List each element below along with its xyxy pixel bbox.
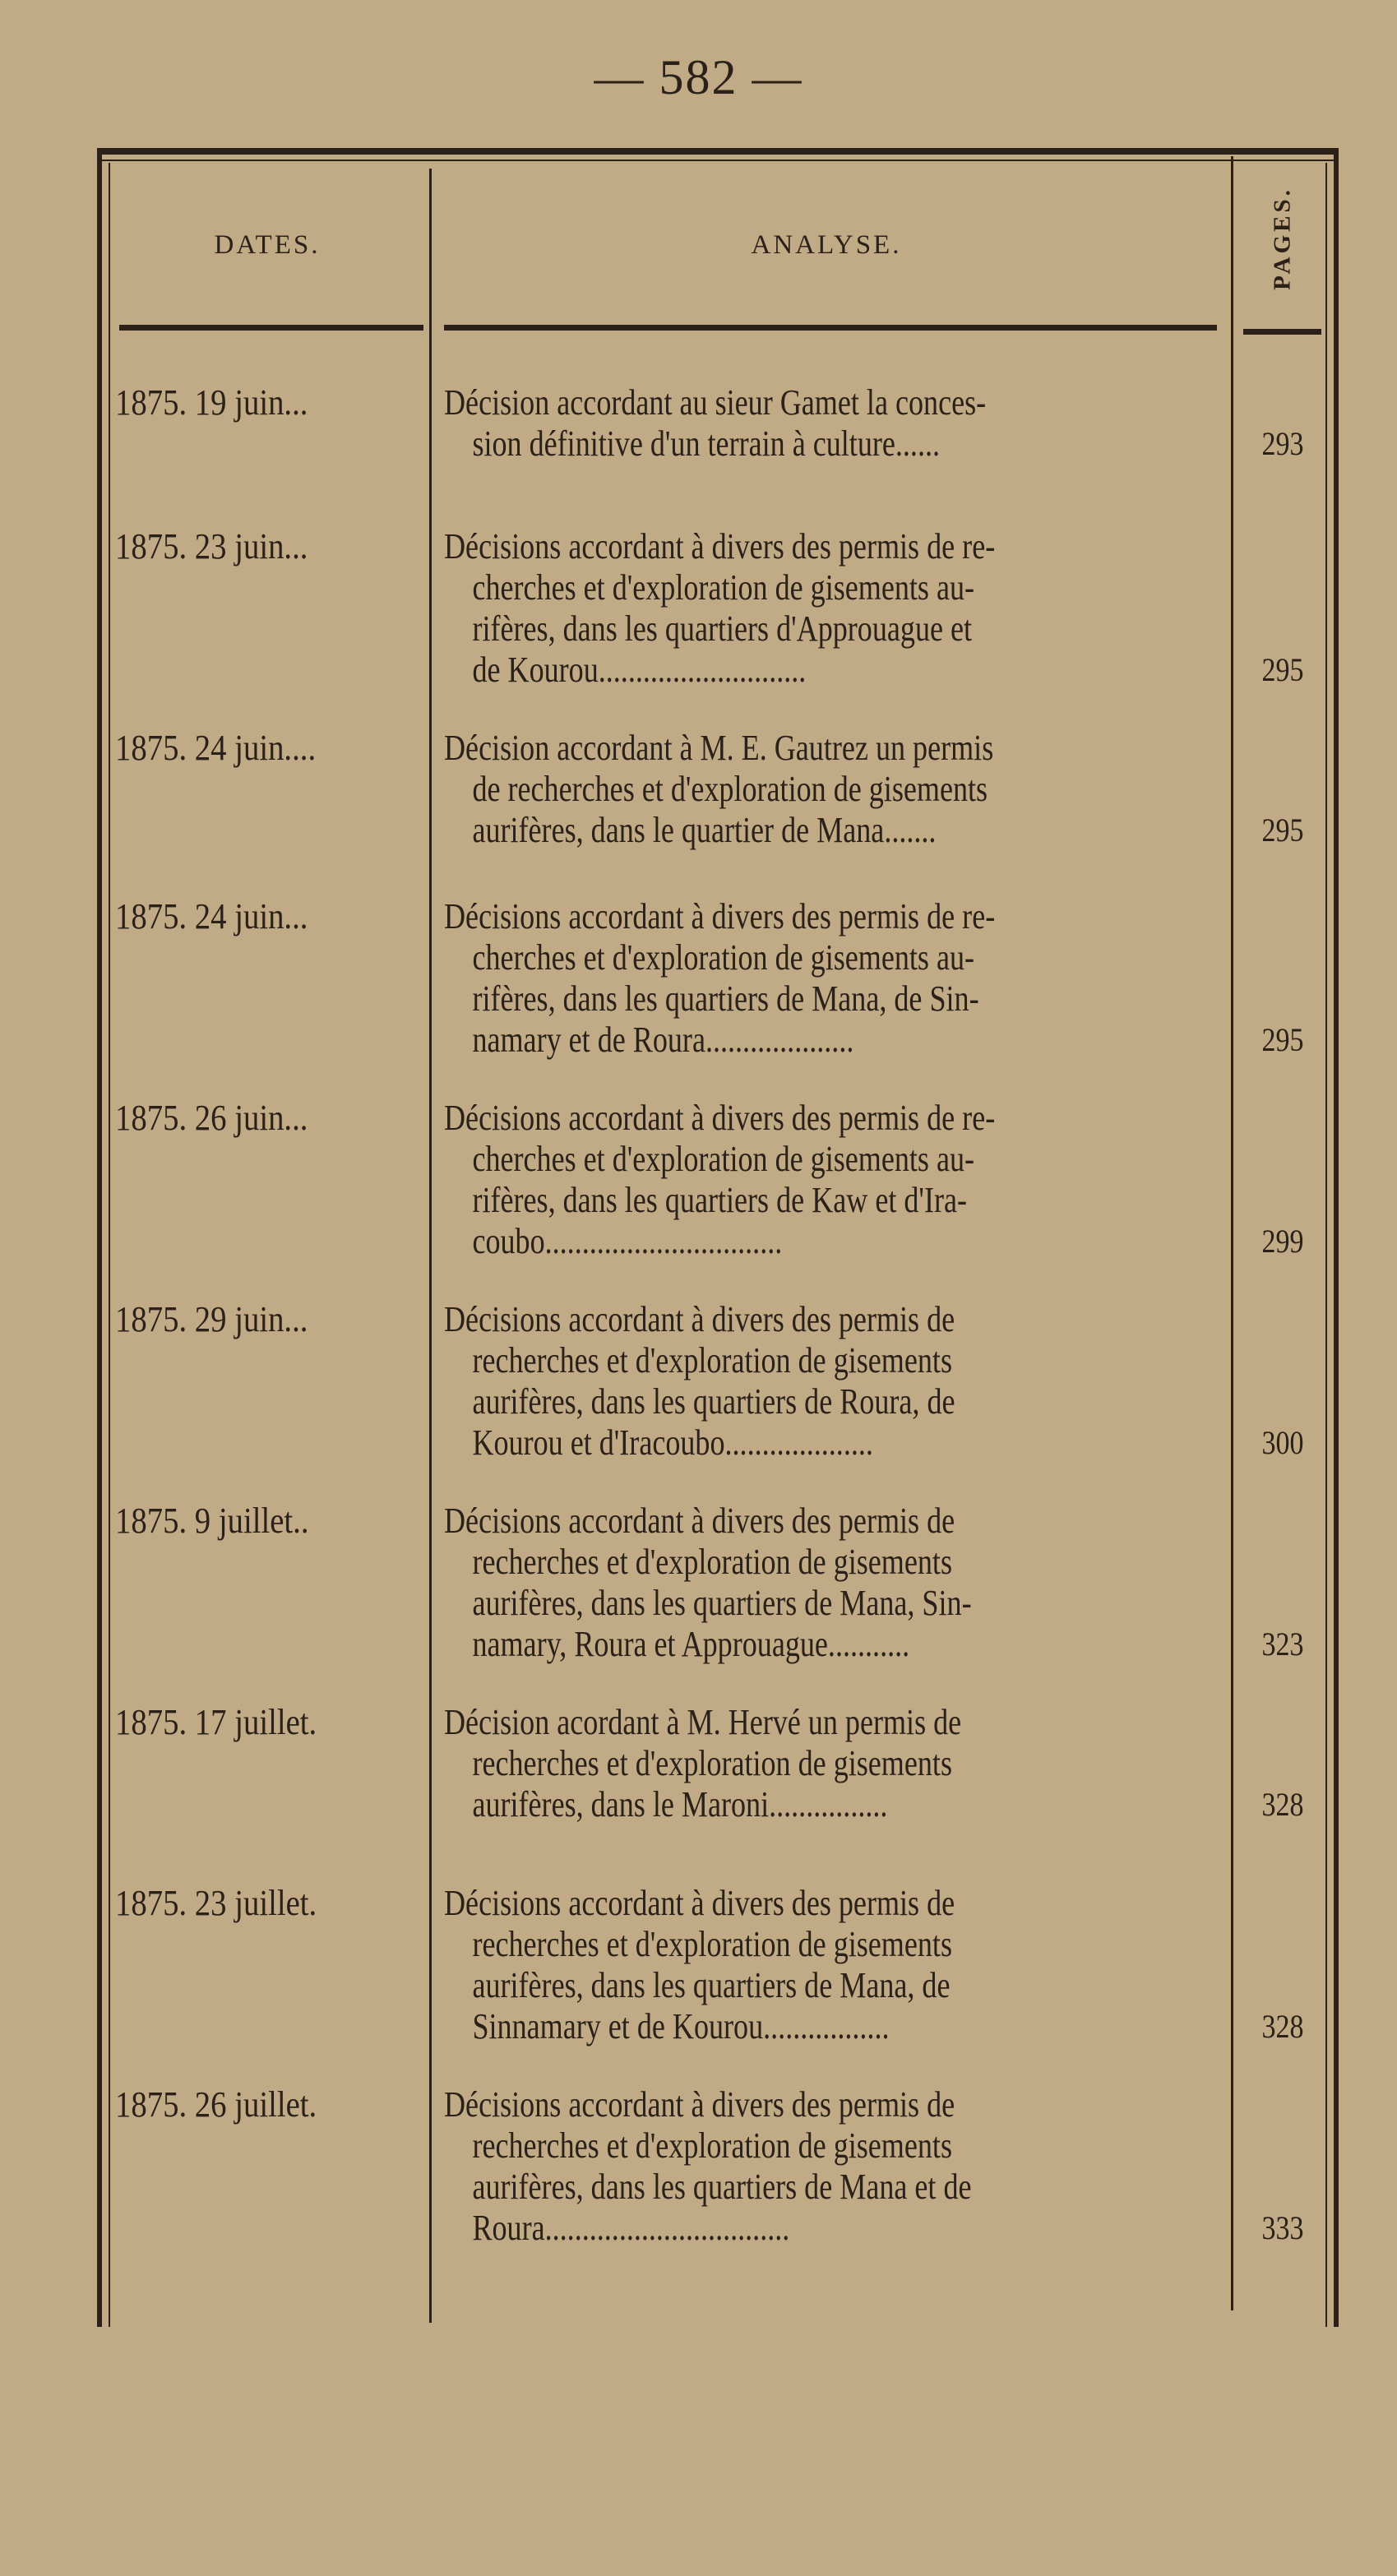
analyse-line: rifères, dans les quartiers d'Approuague et (472, 608, 973, 649)
analyse-line: recherches et d'exploration de gisements (472, 1340, 952, 1380)
row-page-number: 300 (1261, 1424, 1304, 1461)
row-page-number: 328 (1261, 1786, 1304, 1823)
row-page-number: 333 (1261, 2209, 1304, 2246)
analyse-line: Sinnamary et de Kourou................. (472, 2006, 890, 2046)
column-separator-dates (429, 169, 432, 2323)
row-analyse (444, 1883, 1225, 2047)
row-date: 1875. 19 juin... (115, 382, 308, 423)
row-date: 1875. 24 juin.... (115, 728, 317, 768)
header-rule-pages (1243, 329, 1321, 335)
analyse-line: Décision acordant à M. Hervé un permis de (444, 1702, 962, 1742)
analyse-line: Décisions accordant à divers des permis de (444, 1299, 955, 1339)
analyse-line: rifères, dans les quartiers de Mana, de Sin- (472, 978, 979, 1019)
analyse-line: namary et de Roura.................... (472, 1020, 854, 1060)
row-page-number: 295 (1261, 1021, 1304, 1058)
row-page-number: 295 (1261, 651, 1304, 688)
analyse-line: Décision accordant au sieur Gamet la conces- (444, 382, 987, 423)
analyse-line: cherches et d'exploration de gisements au- (472, 567, 975, 608)
analyse-line: Décisions accordant à divers des permis de re- (444, 896, 996, 937)
analyse-line: Décisions accordant à divers des permis de (444, 1501, 955, 1541)
header-dates: DATES. (214, 230, 321, 260)
header-analyse: ANALYSE. (751, 230, 902, 260)
row-date: 1875. 23 juin... (115, 526, 308, 567)
analyse-line: aurifères, dans le Maroni................ (472, 1784, 888, 1824)
row-analyse (444, 382, 1225, 465)
analyse-line: Décisions accordant à divers des permis de (444, 2084, 955, 2125)
analyse-line: de recherches et d'exploration de gisements (472, 769, 988, 809)
row-analyse (444, 728, 1225, 851)
analyse-line: aurifères, dans les quartiers de Mana, de (472, 1965, 951, 2005)
frame-inner-rule (1325, 163, 1327, 2327)
row-analyse (444, 526, 1225, 691)
analyse-line: cherches et d'exploration de gisements au- (472, 1139, 975, 1179)
row-analyse (444, 896, 1225, 1061)
row-analyse (444, 1299, 1225, 1464)
row-page-number: 323 (1261, 1626, 1304, 1663)
row-date: 1875. 29 juin... (115, 1299, 308, 1339)
row-page-number: 295 (1261, 812, 1304, 849)
analyse-line: recherches et d'exploration de gisements (472, 1743, 952, 1783)
analyse-line: coubo................................ (472, 1221, 783, 1261)
analyse-line: sion définitive d'un terrain à culture...... (472, 423, 941, 464)
page-number: — 582 — (594, 50, 803, 104)
analyse-line: Kourou et d'Iracoubo.................... (472, 1422, 873, 1463)
column-separator-pages (1231, 156, 1233, 2310)
row-date: 1875. 26 juillet. (115, 2084, 317, 2125)
analyse-line: aurifères, dans les quartiers de Mana et de (472, 2167, 972, 2207)
header-rule-analyse (444, 325, 1217, 331)
row-date: 1875. 26 juin... (115, 1098, 308, 1138)
analyse-line: aurifères, dans les quartiers de Roura, de (472, 1381, 955, 1422)
analyse-line: Roura................................. (472, 2208, 790, 2248)
row-page-number: 293 (1261, 425, 1304, 462)
row-date: 1875. 17 juillet. (115, 1702, 317, 1742)
analyse-line: recherches et d'exploration de gisements (472, 1924, 952, 1964)
row-analyse (444, 1501, 1225, 1665)
header-pages (1242, 164, 1324, 312)
header-pages-label: PAGES. (1269, 187, 1296, 290)
analyse-line: aurifères, dans les quartiers de Mana, Sin- (472, 1583, 972, 1623)
row-date: 1875. 24 juin... (115, 896, 308, 937)
analyse-line: aurifères, dans le quartier de Mana....... (472, 810, 937, 850)
row-date: 1875. 23 juillet. (115, 1883, 317, 1923)
analyse-line: cherches et d'exploration de gisements au- (472, 937, 975, 978)
row-page-number: 328 (1261, 2008, 1304, 2045)
analyse-line: rifères, dans les quartiers de Kaw et d'Ira- (472, 1180, 967, 1220)
analyse-line: Décisions accordant à divers des permis de re- (444, 1098, 996, 1138)
row-date: 1875. 9 juillet.. (115, 1501, 309, 1541)
analyse-line: namary, Roura et Approuague........... (472, 1624, 910, 1664)
analyse-line: Décisions accordant à divers des permis de (444, 1883, 955, 1923)
header-rule-dates (119, 325, 423, 331)
table-header (107, 156, 1330, 337)
row-analyse (444, 2084, 1225, 2249)
analyse-line: Décisions accordant à divers des permis de re- (444, 526, 996, 567)
row-analyse (444, 1098, 1225, 1262)
analyse-line: recherches et d'exploration de gisements (472, 2125, 952, 2166)
row-page-number: 299 (1261, 1223, 1304, 1260)
analyse-line: recherches et d'exploration de gisements (472, 1542, 952, 1582)
row-analyse (444, 1702, 1225, 1825)
analyse-line: de Kourou............................ (472, 650, 807, 690)
analyse-line: Décision accordant à M. E. Gautrez un permis (444, 728, 994, 768)
